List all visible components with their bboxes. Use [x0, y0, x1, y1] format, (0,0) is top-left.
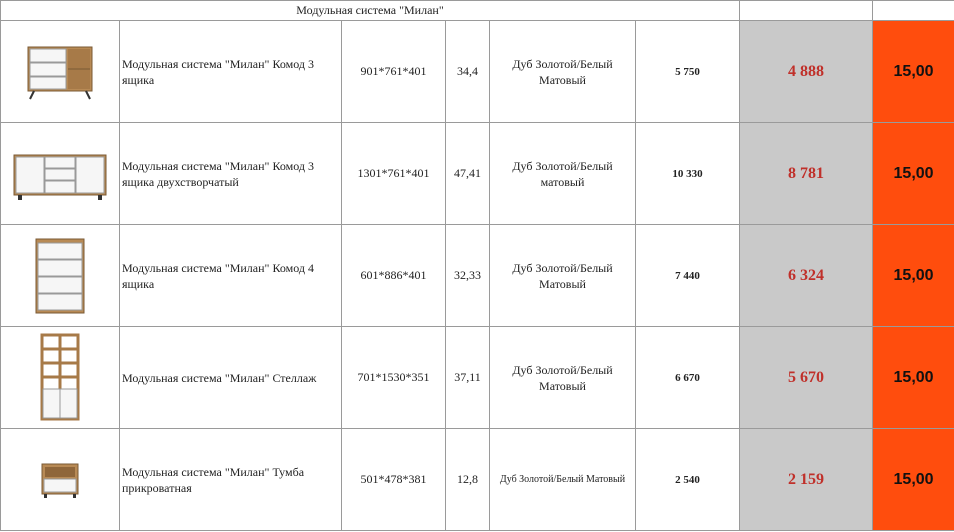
product-dims: 601*886*401 [342, 225, 446, 327]
product-volume: 34,4 [446, 21, 490, 123]
product-dims: 1301*761*401 [342, 123, 446, 225]
product-name: Модульная система "Милан" Стеллаж [120, 327, 342, 429]
product-color: Дуб Золотой/Белый Матовый [490, 429, 636, 531]
sale-price: 6 324 [740, 225, 873, 327]
table-row[interactable] [1, 225, 954, 327]
dresser-wide-two-door-icon [10, 143, 110, 205]
base-price: 7 440 [636, 225, 740, 327]
product-image-cell [1, 21, 120, 123]
product-image-cell [1, 123, 120, 225]
product-color: Дуб Золотой/Белый матовый [490, 123, 636, 225]
table-row[interactable] [1, 21, 954, 123]
table-row[interactable] [1, 327, 954, 429]
product-color: Дуб Золотой/Белый Матовый [490, 21, 636, 123]
product-image-cell [1, 429, 120, 531]
discount-percent: 15,00 [873, 123, 954, 225]
product-dims: 701*1530*351 [342, 327, 446, 429]
product-volume: 37,11 [446, 327, 490, 429]
product-image-cell [1, 225, 120, 327]
product-name: Модульная система "Милан" Комод 3 ящика [120, 21, 342, 123]
sale-price: 5 670 [740, 327, 873, 429]
base-price: 5 750 [636, 21, 740, 123]
sale-price: 4 888 [740, 21, 873, 123]
table-row[interactable] [1, 429, 954, 531]
shelving-unit-icon [38, 333, 82, 423]
product-color: Дуб Золотой/Белый Матовый [490, 225, 636, 327]
product-name: Модульная система "Милан" Комод 3 ящика двухстворчатый [120, 123, 342, 225]
base-price: 6 670 [636, 327, 740, 429]
product-volume: 32,33 [446, 225, 490, 327]
product-image-cell [1, 327, 120, 429]
product-color: Дуб Золотой/Белый Матовый [490, 327, 636, 429]
product-volume: 47,41 [446, 123, 490, 225]
bedside-table-icon [38, 460, 82, 500]
product-name: Модульная система "Милан" Тумба прикроватная [120, 429, 342, 531]
product-volume: 12,8 [446, 429, 490, 531]
product-dims: 501*478*381 [342, 429, 446, 531]
table-header-row [1, 1, 954, 21]
table-row[interactable] [1, 123, 954, 225]
product-name: Модульная система "Милан" Комод 4 ящика [120, 225, 342, 327]
header-empty-cell [740, 1, 873, 21]
base-price: 2 540 [636, 429, 740, 531]
discount-percent: 15,00 [873, 225, 954, 327]
discount-percent: 15,00 [873, 429, 954, 531]
discount-percent: 15,00 [873, 327, 954, 429]
sheet-title: Модульная система "Милан" [1, 1, 740, 21]
discount-percent: 15,00 [873, 21, 954, 123]
header-empty-cell [873, 1, 954, 21]
dresser-4-drawers-icon [30, 233, 90, 319]
dresser-3-drawers-icon [24, 41, 96, 103]
product-dims: 901*761*401 [342, 21, 446, 123]
sale-price: 2 159 [740, 429, 873, 531]
base-price: 10 330 [636, 123, 740, 225]
sale-price: 8 781 [740, 123, 873, 225]
